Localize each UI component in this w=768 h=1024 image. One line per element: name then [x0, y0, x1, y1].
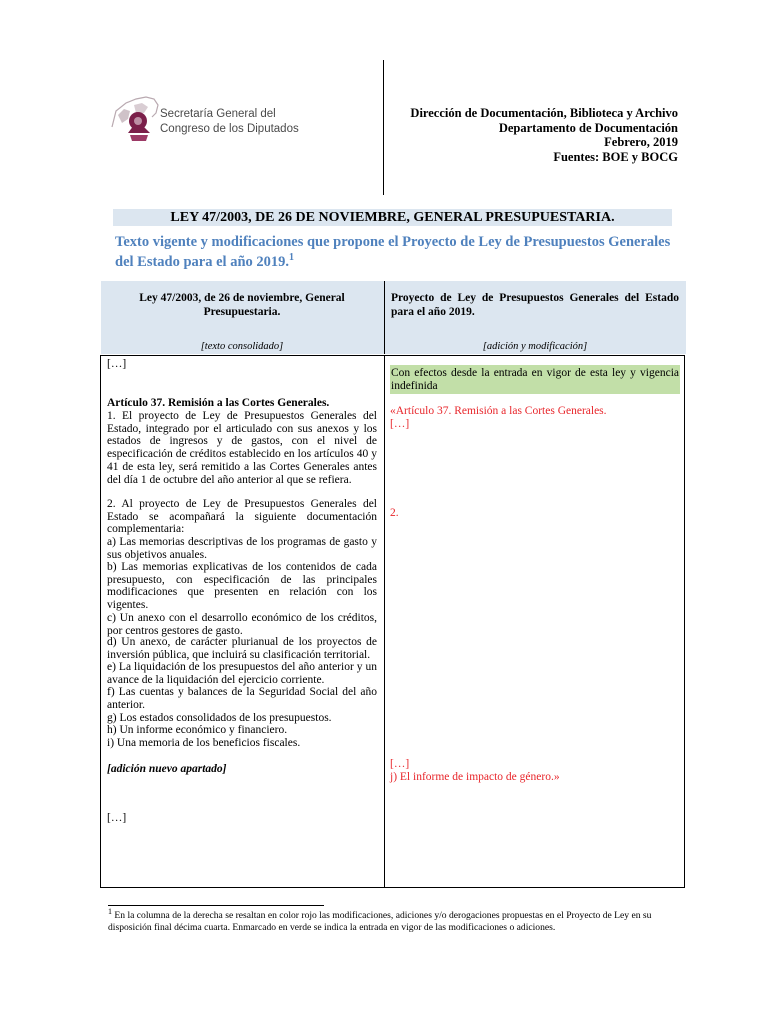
header-subdepartment-line: Departamento de Documentación	[498, 121, 678, 135]
left-item-e: e) La liquidación de los presupuestos del año anterior y un avance de la liquidación del ejercicio corriente.	[107, 661, 377, 686]
left-article-title: Artículo 37. Remisión a las Cortes Generales.	[107, 397, 330, 409]
document-title: LEY 47/2003, DE 26 DE NOVIEMBRE, GENERAL PRESUPUESTARIA.	[170, 210, 615, 225]
left-ellipsis-bottom: […]	[107, 812, 127, 824]
footnote-number: 1	[108, 906, 112, 916]
left-item-g: g) Los estados consolidados de los presupuestos.	[107, 712, 332, 724]
right-article-title: «Artículo 37. Remisión a las Cortes Generales.	[390, 405, 607, 417]
header-sources: Fuentes: BOE y BOCG	[553, 150, 678, 164]
effect-note: Con efectos desde la entrada en vigor de esta ley y vigencia indefinida	[391, 367, 679, 392]
parliament-building-icon	[112, 97, 158, 141]
right-column-title: Proyecto de Ley de Presupuestos Generales del Estado para el año 2019.	[391, 292, 679, 318]
footnote-ref[interactable]: 1	[289, 252, 295, 264]
left-item-i: i) Una memoria de los beneficios fiscales.	[107, 737, 301, 749]
left-new-section-note: [adición nuevo apartado]	[107, 763, 227, 775]
right-item-j: j) El informe de impacto de género.»	[390, 771, 560, 783]
right-column-subtitle: [adición y modificación]	[482, 341, 588, 352]
left-item-a: a) Las memorias descriptivas de los programas de gasto y sus objetivos anuales.	[107, 536, 377, 561]
left-item-b: b) Las memorias explicativas de los contenidos de cada presupuesto, con especificación de las principales modificaciones que presenten en relación con los vigentes.	[107, 561, 377, 612]
right-ellipsis-2: […]	[390, 758, 410, 770]
right-ellipsis-1: […]	[390, 418, 410, 430]
right-paragraph-2: 2.	[390, 507, 399, 519]
logo-line-2: Congreso de los Diputados	[160, 123, 299, 135]
left-column-title: Ley 47/2003, de 26 de noviembre, General Presupuestaria.	[139, 292, 345, 318]
header-department-line: Dirección de Documentación, Biblioteca y Archivo	[410, 106, 678, 120]
footnote-rule	[108, 905, 324, 906]
left-column-subtitle: [texto consolidado]	[200, 341, 284, 352]
header-date: Febrero, 2019	[604, 135, 678, 149]
logo-line-1: Secretaría General del	[160, 108, 276, 120]
left-paragraph-2: 2. Al proyecto de Ley de Presupuestos Generales del Estado se acompañará la siguiente documentación complementaria:	[107, 498, 377, 536]
left-ellipsis-top: […]	[107, 358, 127, 370]
left-item-h: h) Un informe económico y financiero.	[107, 724, 288, 736]
footnote	[108, 906, 668, 934]
left-item-f: f) Las cuentas y balances de la Seguridad Social del año anterior.	[107, 686, 377, 711]
left-item-c: c) Un anexo con el desarrollo económico de los créditos, por centros gestores de gasto.	[107, 612, 377, 637]
table-column-divider	[384, 355, 385, 888]
document-subtitle	[115, 232, 675, 272]
footnote-text: En la columna de la derecha se resaltan en color rojo las modificaciones, adiciones y/o derogaciones propuestas en el Proyecto de Ley en su disposición final décima cuarta. Enmarcado en verde se indica la entrada en vigor de las modificaciones o adiciones.	[108, 910, 652, 933]
header-column-divider	[384, 281, 385, 354]
left-paragraph-1: 1. El proyecto de Ley de Presupuestos Generales del Estado, integrado por el articulado con sus anexos y los estados de ingresos y de gastos, con el nivel de especificación de créditos establecido en los artículos 40 y 41 de esta ley, será remitido a las Cortes Generales antes del día 1 de octubre del año anterior al que se refiera.	[107, 410, 377, 486]
subtitle-text: Texto vigente y modificaciones que propone el Proyecto de Ley de Presupuestos Generales del Estado para el año 2019.	[115, 234, 671, 270]
header-separator	[383, 60, 384, 195]
left-item-d: d) Un anexo, de carácter plurianual de los proyectos de inversión pública, que incluirá su clasificación territorial.	[107, 636, 377, 661]
